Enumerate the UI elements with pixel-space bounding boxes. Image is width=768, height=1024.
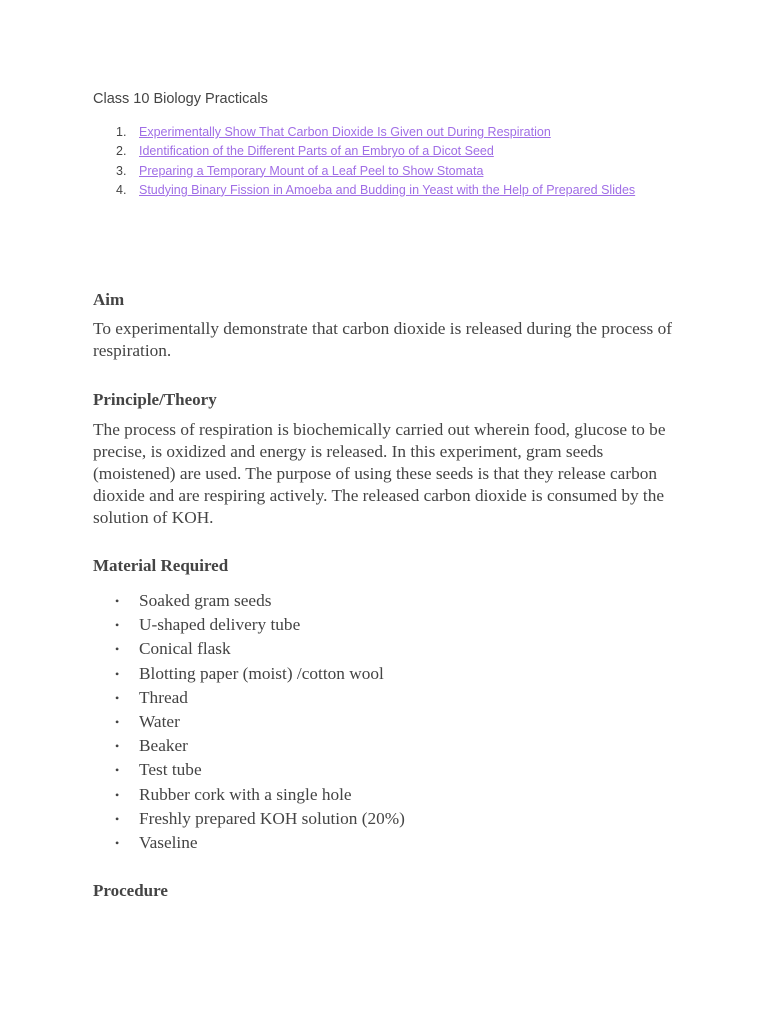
principle-text: The process of respiration is biochemically carried out wherein food, glucose to be precise, is oxidized and energy is released. In this experiment, gram seeds (moistened) are used. The purpose of using these seeds is that they release carbon dioxide and are respiring actively. The released carbon dioxide is consumed by the solution of KOH.	[93, 420, 666, 527]
practical-link-leaf-peel-stomata[interactable]: Preparing a Temporary Mount of a Leaf Peel to Show Stomata	[139, 163, 484, 178]
practicals-link-list	[93, 125, 653, 202]
list-item	[93, 164, 653, 179]
list-item	[93, 711, 405, 735]
bullet-icon: •	[115, 618, 120, 633]
material-item: Water	[139, 711, 180, 731]
aim-heading: Aim	[93, 290, 125, 309]
list-number: 3.	[116, 163, 127, 178]
bullet-icon: •	[115, 763, 120, 778]
materials-heading: Material Required	[93, 556, 229, 575]
bullet-icon: •	[115, 811, 120, 826]
list-item	[93, 832, 405, 856]
bullet-icon: •	[115, 594, 120, 608]
list-item	[93, 638, 405, 662]
material-item: Vaseline	[139, 832, 198, 852]
bullet-icon: •	[115, 787, 120, 802]
list-number: 1.	[116, 125, 127, 139]
practical-link-co2-respiration[interactable]: Experimentally Show That Carbon Dioxide Is Given out During Respiration	[139, 125, 551, 139]
procedure-heading: Procedure	[93, 881, 168, 900]
bullet-icon: •	[115, 690, 120, 705]
bullet-icon: •	[115, 666, 120, 681]
bullet-icon: •	[115, 835, 120, 850]
bullet-icon: •	[115, 714, 120, 729]
list-item	[93, 687, 405, 711]
list-item	[93, 125, 653, 140]
list-item	[93, 183, 653, 198]
list-number: 4.	[116, 182, 127, 197]
material-item: Thread	[139, 687, 188, 707]
material-item: U-shaped delivery tube	[139, 615, 301, 635]
practical-link-dicot-embryo[interactable]: Identification of the Different Parts of an Embryo of a Dicot Seed	[139, 144, 494, 159]
list-item	[93, 590, 405, 614]
list-item	[93, 144, 653, 159]
material-item: Blotting paper (moist) /cotton wool	[139, 663, 384, 683]
material-item: Soaked gram seeds	[139, 591, 272, 610]
practical-link-binary-fission-budding[interactable]: Studying Binary Fission in Amoeba and Budding in Yeast with the Help of Prepared Slides	[139, 182, 636, 197]
list-item	[93, 663, 405, 687]
page-title: Class 10 Biology Practicals	[93, 91, 268, 107]
material-item: Freshly prepared KOH solution (20%)	[139, 808, 405, 828]
material-item: Rubber cork with a single hole	[139, 784, 352, 804]
list-item	[93, 808, 405, 832]
material-item: Conical flask	[139, 639, 231, 659]
bullet-icon: •	[115, 642, 120, 657]
materials-list	[93, 590, 405, 856]
material-item: Test tube	[139, 760, 202, 780]
bullet-icon: •	[115, 739, 120, 754]
list-item	[93, 759, 405, 783]
principle-heading: Principle/Theory	[93, 390, 217, 409]
list-item	[93, 735, 405, 759]
list-item	[93, 614, 405, 638]
material-item: Beaker	[139, 736, 188, 756]
list-item	[93, 784, 405, 808]
aim-text: To experimentally demonstrate that carbon dioxide is released during the process of respiration.	[93, 319, 672, 360]
list-number: 2.	[116, 144, 127, 159]
